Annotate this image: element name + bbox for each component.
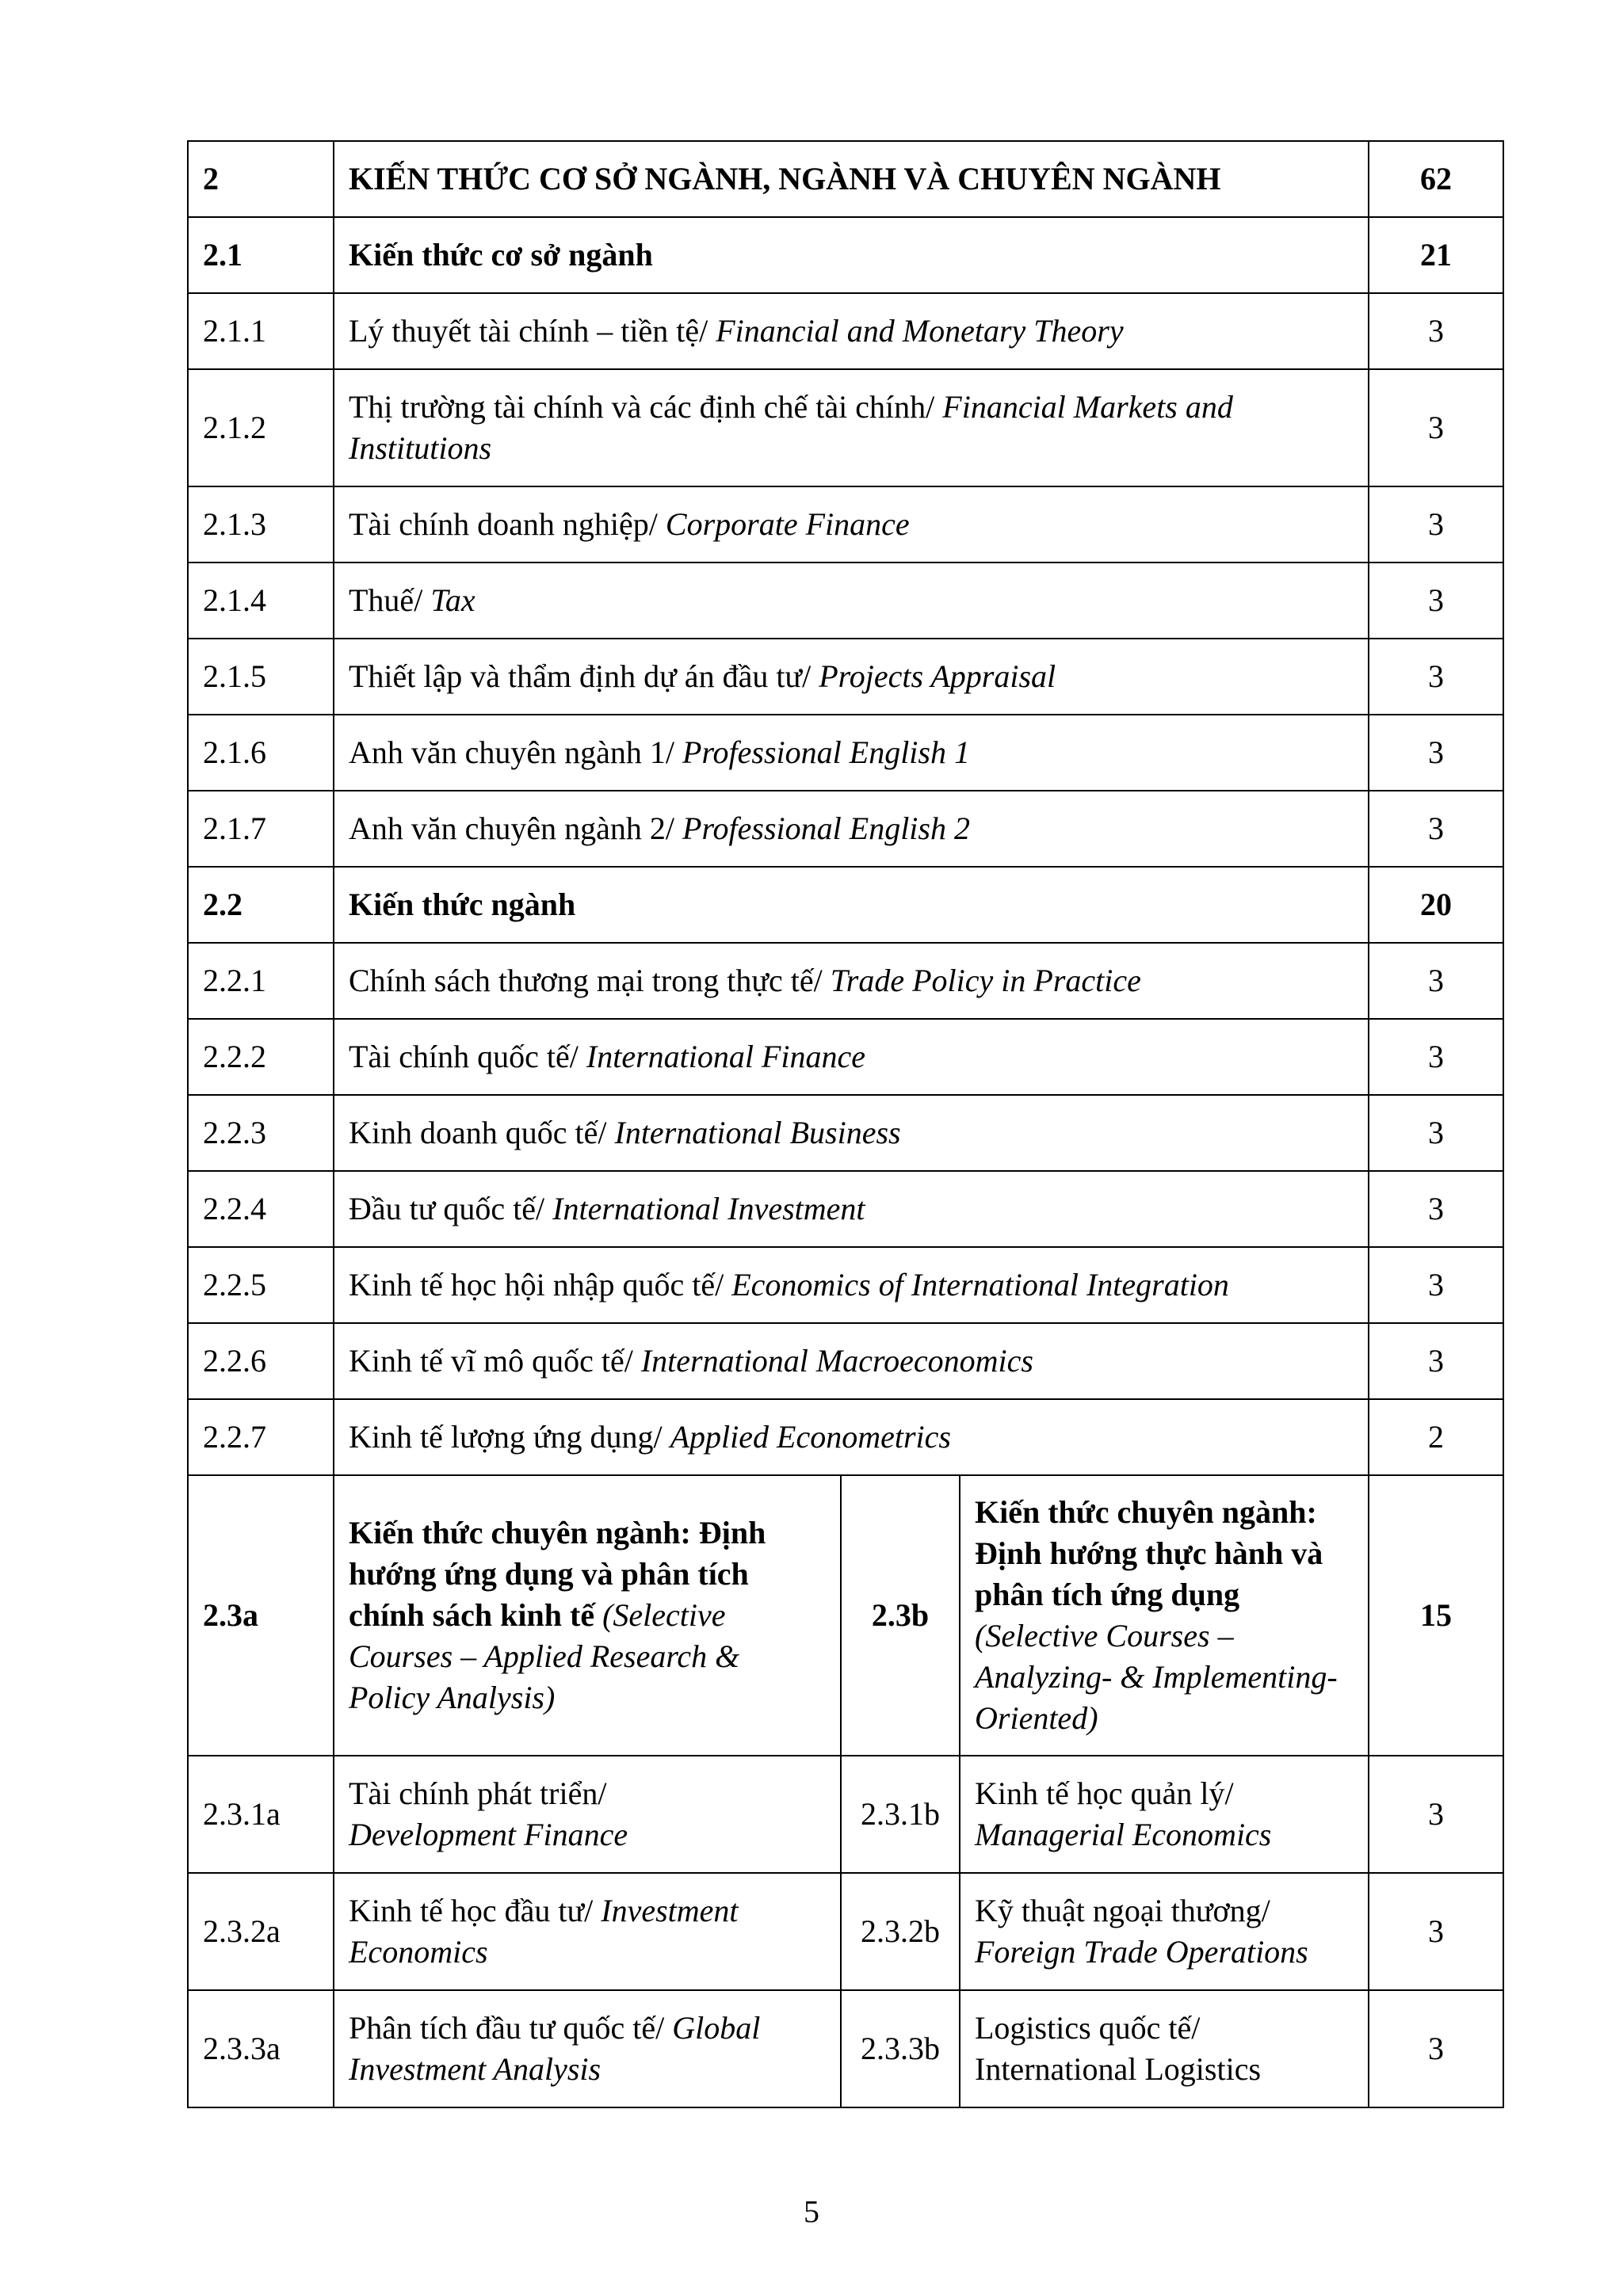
spec-course-row: [188, 1873, 1503, 1990]
course-row: [188, 639, 1503, 715]
course-name-en: International Macroeconomics: [640, 1343, 1033, 1379]
course-credits: 3: [1369, 1095, 1503, 1171]
course-name-vi: Kinh tế lượng ứng dụng/: [349, 1419, 663, 1455]
spec-b-course-vi: Kinh tế học quản lý/: [975, 1775, 1234, 1811]
course-credits: 3: [1369, 791, 1503, 867]
course-code: 2.2.7: [188, 1399, 334, 1475]
course-name-en: Financial and Monetary Theory: [716, 313, 1124, 349]
course-name: [334, 1171, 1369, 1247]
spec-b-course-en: International Logistics: [975, 2051, 1262, 2087]
course-name: [334, 1019, 1369, 1095]
specialization-header-row: [188, 1475, 1503, 1756]
group-row: [188, 867, 1503, 943]
group-code: 2.2: [188, 867, 334, 943]
course-code: 2.1.4: [188, 563, 334, 639]
spec-a-course-name: [334, 1756, 841, 1873]
group-title: Kiến thức ngành: [334, 867, 1369, 943]
spec-a-course-en: Global Investment Analysis: [349, 2010, 761, 2087]
course-name: [334, 369, 1369, 486]
group-credits: 21: [1369, 217, 1503, 293]
course-name-en: International Finance: [586, 1039, 866, 1074]
course-row: [188, 791, 1503, 867]
spec-b-course-code: 2.3.1b: [841, 1756, 960, 1873]
course-name-en: International Investment: [552, 1191, 865, 1226]
course-credits: 3: [1369, 1247, 1503, 1323]
section-code: 2: [188, 141, 334, 217]
course-name: [334, 563, 1369, 639]
group-title: Kiến thức cơ sở ngành: [334, 217, 1369, 293]
spec-course-credits: 3: [1369, 1756, 1503, 1873]
course-row: [188, 943, 1503, 1019]
spec-a-course-code: 2.3.3a: [188, 1990, 334, 2107]
course-credits: 3: [1369, 1171, 1503, 1247]
course-code: 2.1.5: [188, 639, 334, 715]
course-name-en: Trade Policy in Practice: [830, 963, 1141, 998]
section-title: KIẾN THỨC CƠ SỞ NGÀNH, NGÀNH VÀ CHUYÊN NGÀNH: [334, 141, 1369, 217]
spec-b-course-name: [960, 1873, 1369, 1990]
course-row: [188, 486, 1503, 563]
course-name-vi: Kinh tế học hội nhập quốc tế/: [349, 1267, 724, 1302]
course-row: [188, 1095, 1503, 1171]
course-name: [334, 943, 1369, 1019]
spec-course-credits: 3: [1369, 1873, 1503, 1990]
course-name-vi: Anh văn chuyên ngành 1/: [349, 734, 675, 770]
course-credits: 3: [1369, 943, 1503, 1019]
course-code: 2.2.2: [188, 1019, 334, 1095]
course-name-vi: Đầu tư quốc tế/: [349, 1191, 545, 1226]
spec-a-course-name: [334, 1873, 841, 1990]
course-name-vi: Lý thuyết tài chính – tiền tệ/: [349, 313, 708, 349]
spec-b-code: 2.3b: [841, 1475, 960, 1756]
spec-a-title-en: (Selective Courses – Applied Research & Policy Analysis): [349, 1597, 740, 1715]
course-credits: 3: [1369, 1323, 1503, 1399]
spec-a-course-vi: Kinh tế học đầu tư/: [349, 1893, 594, 1928]
course-row: [188, 293, 1503, 369]
course-name-vi: Kinh doanh quốc tế/: [349, 1115, 607, 1150]
course-code: 2.1.2: [188, 369, 334, 486]
spec-credits: 15: [1369, 1475, 1503, 1756]
course-name-en: Economics of International Integration: [731, 1267, 1229, 1302]
page-number: 5: [804, 2194, 819, 2229]
spec-a-course-name: [334, 1990, 841, 2107]
course-name-en: Corporate Finance: [665, 506, 910, 542]
course-row: [188, 1399, 1503, 1475]
course-row: [188, 1019, 1503, 1095]
course-name: [334, 293, 1369, 369]
course-credits: 3: [1369, 715, 1503, 791]
course-code: 2.2.3: [188, 1095, 334, 1171]
group-credits: 20: [1369, 867, 1503, 943]
course-name-en: Financial Markets and Institutions: [349, 389, 1233, 466]
spec-a-title: [334, 1475, 841, 1756]
course-name-vi: Anh văn chuyên ngành 2/: [349, 810, 675, 846]
spec-b-course-code: 2.3.3b: [841, 1990, 960, 2107]
course-name-en: Tax: [430, 582, 475, 618]
course-credits: 3: [1369, 563, 1503, 639]
section-row: [188, 141, 1503, 217]
spec-b-course-en: Managerial Economics: [975, 1817, 1272, 1852]
spec-b-course-en: Foreign Trade Operations: [975, 1934, 1308, 1970]
spec-b-title: [960, 1475, 1369, 1756]
course-code: 2.1.1: [188, 293, 334, 369]
spec-a-course-en: Development Finance: [349, 1817, 628, 1852]
spec-b-course-vi: Kỹ thuật ngoại thương/: [975, 1893, 1270, 1928]
spec-b-title-vi: Kiến thức chuyên ngành: Định hướng thực hành và phân tích ứng dụng: [975, 1494, 1323, 1612]
course-name-vi: Thị trường tài chính và các định chế tài chính/: [349, 389, 935, 425]
course-credits: 3: [1369, 369, 1503, 486]
group-row: [188, 217, 1503, 293]
course-name-vi: Tài chính doanh nghiệp/: [349, 506, 658, 542]
course-name: [334, 1095, 1369, 1171]
course-name-en: Applied Econometrics: [670, 1419, 951, 1455]
spec-course-credits: 3: [1369, 1990, 1503, 2107]
course-name-en: Professional English 1: [682, 734, 970, 770]
course-name-en: International Business: [614, 1115, 901, 1150]
spec-a-course-code: 2.3.2a: [188, 1873, 334, 1990]
course-name: [334, 1399, 1369, 1475]
course-name: [334, 1323, 1369, 1399]
course-credits: 3: [1369, 486, 1503, 563]
spec-a-course-code: 2.3.1a: [188, 1756, 334, 1873]
course-name-vi: Thiết lập và thẩm định dự án đầu tư/: [349, 658, 812, 694]
spec-b-course-name: [960, 1990, 1369, 2107]
spec-a-course-vi: Phân tích đầu tư quốc tế/: [349, 2010, 665, 2046]
spec-a-code: 2.3a: [188, 1475, 334, 1756]
course-credits: 3: [1369, 639, 1503, 715]
course-name: [334, 791, 1369, 867]
course-code: 2.2.6: [188, 1323, 334, 1399]
spec-b-course-name: [960, 1756, 1369, 1873]
curriculum-table: [187, 140, 1504, 2108]
course-credits: 3: [1369, 1019, 1503, 1095]
course-name-en: Professional English 2: [682, 810, 970, 846]
course-credits: 2: [1369, 1399, 1503, 1475]
course-name-vi: Kinh tế vĩ mô quốc tế/: [349, 1343, 633, 1379]
course-name-vi: Chính sách thương mại trong thực tế/: [349, 963, 823, 998]
course-row: [188, 1247, 1503, 1323]
spec-course-row: [188, 1990, 1503, 2107]
spec-a-title-vi: Kiến thức chuyên ngành: Định hướng ứng dụng và phân tích chính sách kinh tế: [349, 1515, 766, 1633]
spec-a-course-en: Investment Economics: [349, 1893, 739, 1970]
course-row: [188, 563, 1503, 639]
course-code: 2.2.1: [188, 943, 334, 1019]
course-code: 2.1.7: [188, 791, 334, 867]
spec-a-course-vi: Tài chính phát triển/: [349, 1775, 607, 1811]
course-credits: 3: [1369, 293, 1503, 369]
course-code: 2.2.4: [188, 1171, 334, 1247]
course-name: [334, 639, 1369, 715]
course-code: 2.1.3: [188, 486, 334, 563]
group-code: 2.1: [188, 217, 334, 293]
course-code: 2.1.6: [188, 715, 334, 791]
spec-b-title-en: (Selective Courses – Analyzing- & Implementing-Oriented): [975, 1618, 1338, 1736]
course-name: [334, 715, 1369, 791]
section-credits: 62: [1369, 141, 1503, 217]
course-name: [334, 486, 1369, 563]
course-name-vi: Thuế/: [349, 582, 423, 618]
course-name: [334, 1247, 1369, 1323]
course-row: [188, 1171, 1503, 1247]
spec-course-row: [188, 1756, 1503, 1873]
course-name-vi: Tài chính quốc tế/: [349, 1039, 579, 1074]
course-code: 2.2.5: [188, 1247, 334, 1323]
course-row: [188, 715, 1503, 791]
spec-b-course-vi: Logistics quốc tế/: [975, 2010, 1201, 2046]
course-row: [188, 1323, 1503, 1399]
course-row: [188, 369, 1503, 486]
spec-b-course-code: 2.3.2b: [841, 1873, 960, 1990]
course-name-en: Projects Appraisal: [819, 658, 1056, 694]
